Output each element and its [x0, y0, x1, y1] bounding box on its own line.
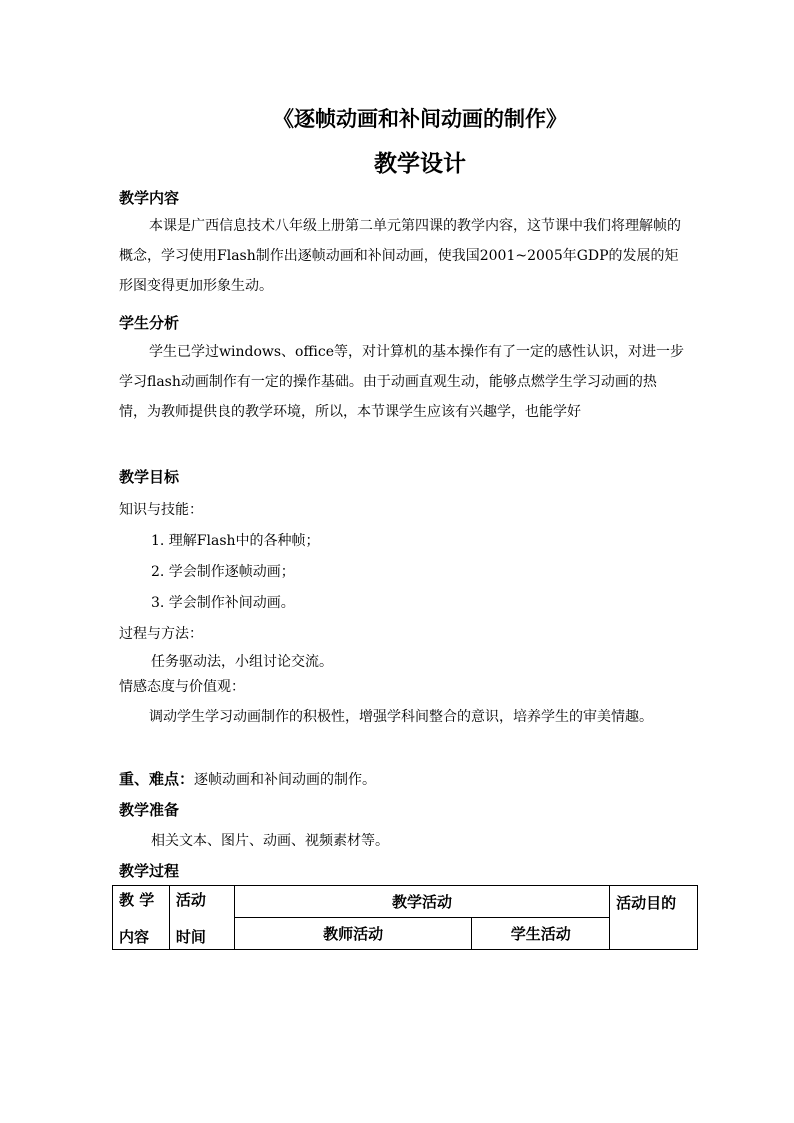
header-content-bottom: 内容 [119, 927, 150, 946]
process-label: 过程与方法： [119, 626, 203, 642]
header-teacher: 教师活动 [234, 918, 472, 950]
heading-prep: 教学准备 [119, 801, 180, 819]
goal-item: 3. 学会制作补间动画。 [151, 595, 295, 611]
procedure-table [112, 885, 698, 950]
heading-students: 学生分析 [119, 314, 180, 332]
emotion-text: 调动学生学习动画制作的积极性，增强学科间整合的意识，培养学生的审美情趣。 [149, 709, 653, 725]
key-text: 逐帧动画和补间动画的制作。 [194, 772, 377, 788]
heading-content: 教学内容 [119, 189, 180, 207]
document-title: 《逐帧动画和补间动画的制作》 [273, 106, 567, 131]
document-subtitle: 教学设计 [374, 150, 466, 177]
emotion-label: 情感态度与价值观： [119, 679, 245, 695]
heading-goals: 教学目标 [119, 468, 180, 486]
heading-procedure: 教学过程 [119, 862, 180, 880]
paragraph-content: 本课是广西信息技术八年级上册第二单元第四课的教学内容，这节课中我们将理解帧的概念，学习使用Flash制作出逐帧动画和补间动画，使我国2001~2005年GDP的发展的矩形图变得更加形象生动。 [119, 218, 681, 294]
key-label: 重、难点： [119, 770, 195, 788]
header-student: 学生活动 [472, 918, 610, 950]
header-purpose: 活动目的 [610, 886, 698, 950]
prep-text: 相关文本、图片、动画、视频素材等。 [151, 833, 389, 849]
goal-item: 2. 学会制作逐帧动画； [151, 564, 295, 580]
goal-item: 1. 理解Flash中的各种帧； [151, 533, 320, 549]
header-time-bottom: 时间 [175, 927, 206, 946]
header-activities: 教学活动 [234, 886, 609, 918]
paragraph-students: 学生已学过windows、office等，对计算机的基本操作有了一定的感性认识，对进一步学习flash动画制作有一定的操作基础。由于动画直观生动，能够点燃学生学习动画的热情，为教师提供良的教学环境，所以，本节课学生应该有兴趣学，也能学好 [119, 344, 685, 420]
process-text: 任务驱动法，小组讨论交流。 [151, 654, 333, 670]
header-time-top: 活动 [175, 890, 206, 909]
header-time-cell [169, 886, 234, 950]
header-content-cell [113, 886, 170, 950]
knowledge-label: 知识与技能： [119, 502, 203, 518]
header-content-top: 教 学 [119, 890, 155, 909]
key-points [119, 768, 376, 789]
